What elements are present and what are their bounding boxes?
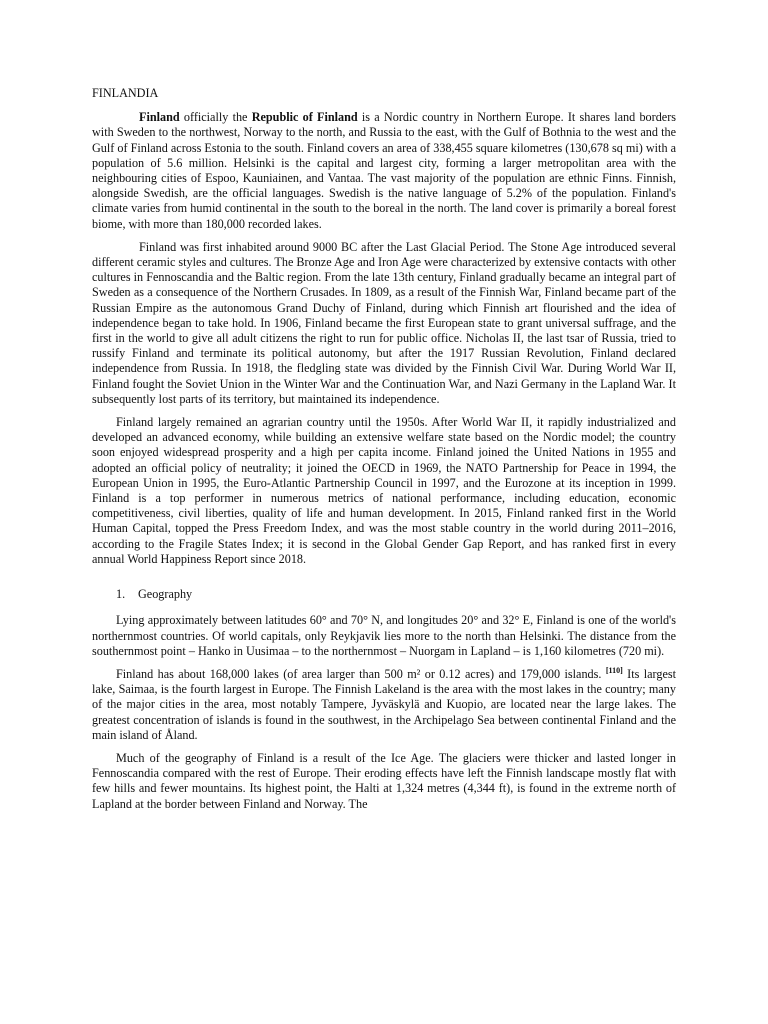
- paragraph-text: Finland has about 168,000 lakes (of area larger than 500 m² or 0.12 acres) and 179,000 islands.: [116, 666, 602, 681]
- bold-term-republic: Republic of Finland: [251, 110, 358, 125]
- bold-term-finland: Finland: [139, 110, 180, 125]
- document-body: [92, 86, 676, 820]
- document-title: FINLANDIA: [92, 86, 159, 100]
- section-heading-geography: [116, 587, 676, 602]
- spacer: [92, 575, 676, 587]
- paragraph-geography-ice-age: Much of the geography of Finland is a result of the Ice Age. The glaciers were thicker and lasted longer in Fennoscandia compared with the rest of Europe. Their eroding effects have left the Finnish landscape mostly flat with few hills and fewer mountains. Its highest point, the Halti at 1,324 metres (4,344 ft), is found in the extreme north of Lapland at the border between Finland and Norway. The: [92, 750, 676, 811]
- paragraph-text: Its largest lake, Saimaa, is the fourth largest in Europe. The Finnish Lakeland is the area with the most lakes in the country; many of the major cities in the area, most notably Tampere, Jyväskylä and Kuopio, are located near the large lakes. The greatest concentration of islands is found in the southwest, in the Archipelago Sea between continental Finland and the main island of Åland.: [92, 666, 676, 742]
- paragraph-economy: Finland largely remained an agrarian country until the 1950s. After World War II, it rapidly industrialized and developed an advanced economy, while building an extensive welfare state based on the Nordic model; the country soon enjoyed widespread prosperity and a high per capita income. Finland joined the United Nations in 1955 and adopted an official policy of neutrality; it joined the OECD in 1969, the NATO Partnership for Peace in 1994, the European Union in 1995, the Euro-Atlantic Partnership Council in 1997, and the Eurozone at its inception in 1999. Finland is a top performer in numerous metrics of national performance, including education, economic competitiveness, civil liberties, quality of life and human development. In 2015, Finland ranked first in the World Human Capital, topped the Press Freedom Index, and was the most stable country in the world during 2011–2016, according to the Fragile States Index; it is second in the Global Gender Gap Report, and has ranked first in every annual World Happiness Report since 2018.: [92, 415, 676, 566]
- paragraph-text: officially the: [179, 110, 252, 125]
- paragraph-geography-location: Lying approximately between latitudes 60° and 70° N, and longitudes 20° and 32° E, Finland is one of the world's northernmost countries. Of world capitals, only Reykjavik lies more to the north than Helsinki. The distance from the southernmost point – Hanko in Uusimaa – to the northernmost – Nuorgam in Lapland – is 1,160 kilometres (720 mi).: [92, 613, 676, 658]
- footnote-reference[interactable]: [110]: [605, 665, 623, 675]
- section-title: Geography: [138, 587, 193, 602]
- paragraph-text: is a Nordic country in Northern Europe. It shares land borders with Sweden to the northwest, Norway to the north, and Russia to the east, with the Gulf of Bothnia to the west and the Gulf of Finland across Estonia to the south. Finland covers an area of 338,455 square kilometres (130,678 sq mi) with a population of 5.6 million. Helsinki is the capital and largest city, forming a larger metropolitan area with the neighbouring cities of Espoo, Kauniainen, and Vantaa. The vast majority of the population are ethnic Finns. Finnish, alongside Swedish, are the official languages. Swedish is the native language of 5.2% of the population. Finland's climate varies from humid continental in the south to the boreal in the north. The land cover is primarily a boreal forest biome, with more than 180,000 recorded lakes.: [92, 110, 676, 231]
- paragraph-intro: [92, 110, 676, 232]
- section-number: 1.: [116, 587, 126, 602]
- paragraph-history: Finland was first inhabited around 9000 BC after the Last Glacial Period. The Stone Age introduced several different ceramic styles and cultures. The Bronze Age and Iron Age were characterized by extensive contacts with other cultures in Fennoscandia and the Baltic region. From the late 13th century, Finland gradually became an integral part of Sweden as a consequence of the Northern Crusades. In 1809, as a result of the Finnish War, Finland became part of the Russian Empire as the autonomous Grand Duchy of Finland, during which Finnish art flourished and the idea of independence began to take hold. In 1906, Finland became the first European state to grant universal suffrage, and the first in the world to give all adult citizens the right to run for public office. Nicholas II, the last tsar of Russia, tried to russify Finland and terminate its political autonomy, but after the 1917 Russian Revolution, Finland declared independence from Russia. In 1918, the fledgling state was divided by the Finnish Civil War. During World War II, Finland fought the Soviet Union in the Winter War and the Continuation War, and Nazi Germany in the Lapland War. It subsequently lost parts of its territory, but maintained its independence.: [92, 239, 676, 406]
- paragraph-geography-lakes: [92, 667, 676, 743]
